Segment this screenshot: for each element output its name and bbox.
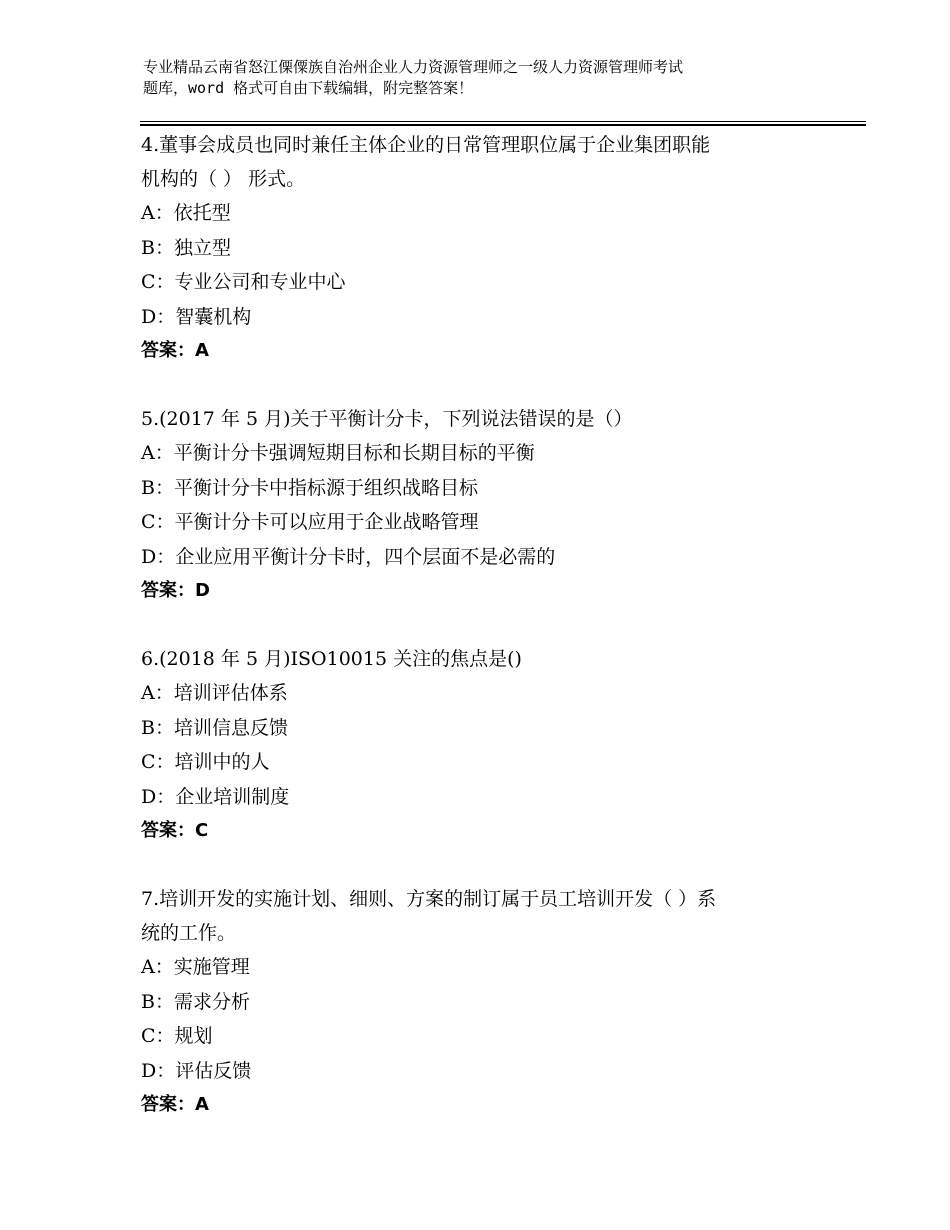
- answer-label: 答案：A: [141, 340, 209, 361]
- question-stem: 统的工作。: [141, 922, 237, 944]
- option-a: A：实施管理: [141, 956, 250, 978]
- option-a: A：培训评估体系: [141, 682, 288, 704]
- option-b: B：需求分析: [141, 990, 250, 1013]
- question-stem: 5.(2017 年 5 月)关于平衡计分卡，下列说法错误的是（）: [141, 408, 633, 430]
- document-header: [143, 57, 843, 99]
- option-a: A：依托型: [141, 202, 231, 224]
- option-d: D：企业培训制度: [141, 785, 290, 808]
- question-7: [141, 882, 841, 1122]
- question-list: [141, 128, 841, 1122]
- question-stem: 6.(2018 年 5 月)ISO10015 关注的焦点是(): [141, 648, 522, 670]
- question-stem: 4.董事会成员也同时兼任主体企业的日常管理职位属于企业集团职能: [141, 134, 711, 156]
- header-line-2: 题库，word 格式可自由下载编辑，附完整答案！: [143, 79, 474, 97]
- option-c: C：规划: [141, 1025, 213, 1047]
- question-5: [141, 402, 841, 608]
- option-c: C：平衡计分卡可以应用于企业战略管理: [141, 511, 479, 533]
- header-line-1: 专业精品云南省怒江傈僳族自治州企业人力资源管理师之一级人力资源管理师考试: [143, 58, 684, 76]
- question-6: [141, 642, 841, 848]
- option-b: B：培训信息反馈: [141, 716, 288, 739]
- header-divider: [140, 121, 866, 126]
- answer-label: 答案：A: [141, 1094, 209, 1115]
- answer-label: 答案：D: [141, 580, 210, 601]
- option-b: B：平衡计分卡中指标源于组织战略目标: [141, 476, 478, 499]
- option-d: D：企业应用平衡计分卡时，四个层面不是必需的: [141, 545, 556, 568]
- question-stem: 机构的（ ） 形式。: [141, 168, 306, 190]
- option-c: C：专业公司和专业中心: [141, 271, 346, 293]
- option-a: A：平衡计分卡强调短期目标和长期目标的平衡: [141, 442, 535, 464]
- option-d: D：评估反馈: [141, 1059, 252, 1082]
- question-stem: 7.培训开发的实施计划、细则、方案的制订属于员工培训开发（ ）系: [141, 888, 717, 910]
- option-b: B：独立型: [141, 236, 231, 259]
- question-4: [141, 128, 841, 368]
- answer-label: 答案：C: [141, 820, 209, 841]
- option-c: C：培训中的人: [141, 751, 270, 773]
- option-d: D：智囊机构: [141, 305, 252, 328]
